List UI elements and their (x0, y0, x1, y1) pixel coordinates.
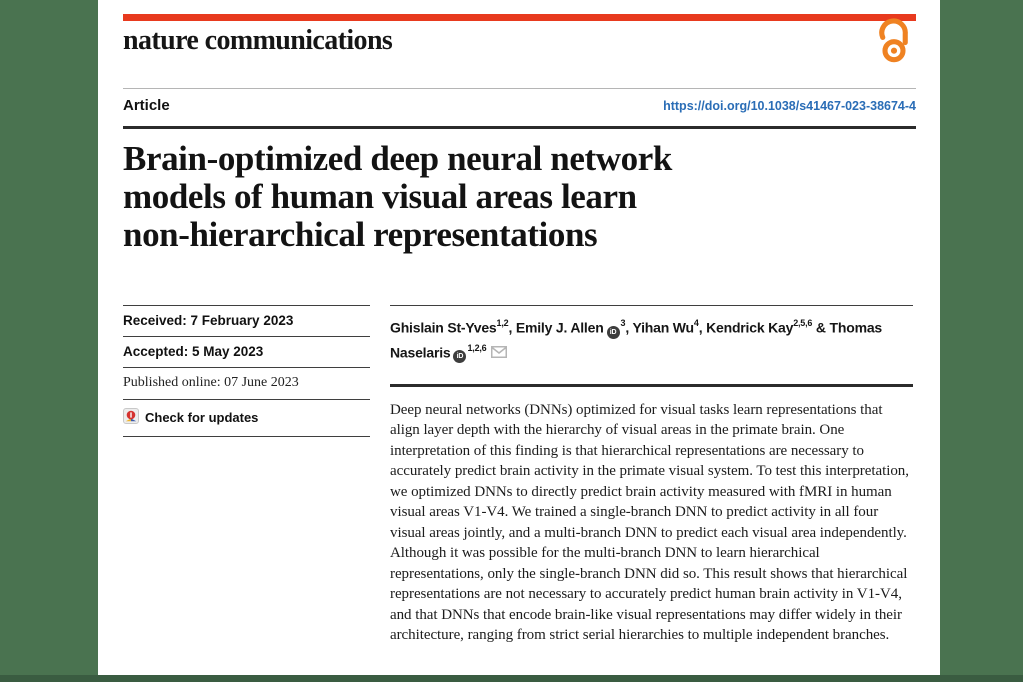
author-superscript: 1,2 (496, 318, 509, 328)
author-separator: , (625, 319, 633, 336)
author-name: Kendrick Kay (706, 319, 794, 336)
orcid-icon[interactable]: iD (607, 326, 620, 339)
author-superscript: 4 (693, 318, 699, 328)
received-date: Received: 7 February 2023 (123, 305, 370, 336)
accepted-date: Accepted: 5 May 2023 (123, 336, 370, 367)
article-title (123, 140, 916, 254)
title-line-2: models of human visual areas learn (123, 177, 637, 216)
info-columns (123, 305, 916, 646)
article-page (98, 0, 940, 675)
article-type-label: Article (123, 97, 170, 114)
author-name: Thomas Naselaris (390, 319, 883, 361)
author-superscript: 3 (620, 318, 626, 328)
check-for-updates-label: Check for updates (145, 410, 259, 425)
author-superscript: 2,5,6 (793, 318, 813, 328)
title-line-1: Brain-optimized deep neural network (123, 139, 672, 178)
journal-masthead (123, 14, 916, 56)
author-name: Emily J. Allen (515, 319, 604, 336)
authors-block (390, 305, 913, 363)
author-list (390, 314, 913, 363)
crossmark-icon (123, 408, 139, 427)
author-separator: & (812, 319, 830, 336)
orcid-icon[interactable]: iD (453, 350, 466, 363)
article-type-bar (123, 88, 916, 129)
author-separator: , (698, 319, 707, 336)
author-name: Ghislain St-Yves (390, 319, 497, 336)
journal-logo: nature communications (123, 25, 393, 56)
author-name: Yihan Wu (632, 319, 694, 336)
masthead-red-bar (123, 14, 916, 21)
doi-link[interactable]: https://doi.org/10.1038/s41467-023-38674-4 (663, 99, 916, 113)
envelope-icon[interactable] (491, 345, 507, 361)
check-for-updates[interactable] (123, 399, 370, 437)
published-date: Published online: 07 June 2023 (123, 367, 370, 399)
abstract-text: Deep neural networks (DNNs) optimized for visual tasks learn representations that align layer depth with the hierarchy of visual areas in the primate brain. One interpretation of this finding is that hierarchical representations are necessary to accurately predict brain activity in the primate visual system. To test this interpretation, we optimized DNNs to directly predict brain activity measured with fMRI in human visual areas V1-V4. We trained a single-branch DNN to predict activity in all four visual areas jointly, and a multi-branch DNN to predict each visual area independently. Although it was possible for the multi-branch DNN to learn hierarchical representations, only the single-branch DNN did so. This result shows that hierarchical representations are not necessary to accurately predict human brain activity in V1-V4, and that DNNs that encode brain-like visual representations may differ widely in their architecture, ranging from strict serial hierarchies to multiple independent branches. (390, 401, 909, 644)
page-bottom-edge-strip (0, 675, 1023, 682)
title-line-3: non-hierarchical representations (123, 215, 598, 254)
author-separator: , (508, 319, 516, 336)
author-superscript: 1,2,6 (467, 342, 487, 353)
article-meta-column (123, 305, 370, 646)
open-access-padlock-icon (873, 17, 915, 69)
authors-abstract-column (390, 305, 913, 646)
